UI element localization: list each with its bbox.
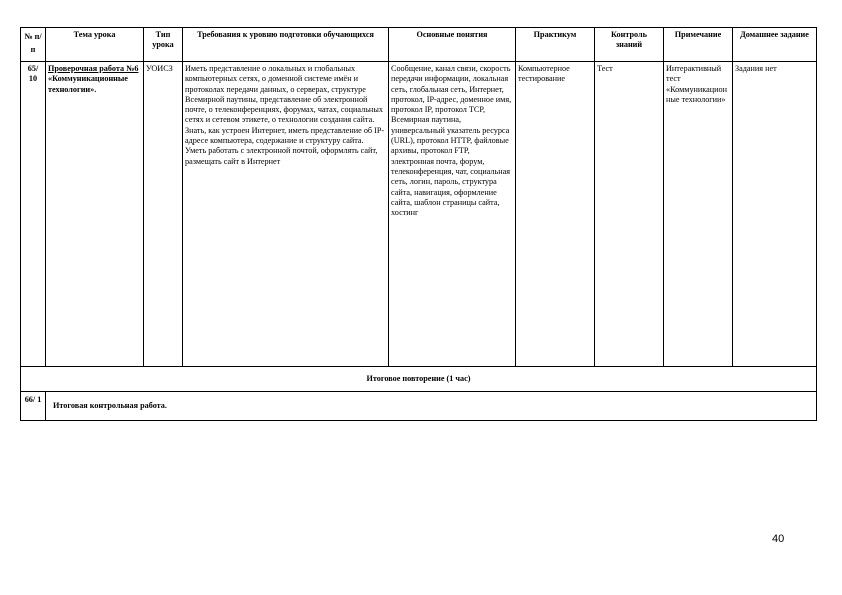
table-header-row (21, 28, 817, 62)
topic-subtitle: «Коммуникационные технологии». (48, 74, 128, 94)
topic-title: Проверочная работа №6 (48, 64, 139, 73)
section-row (21, 367, 817, 392)
final-row-title: Итоговая контрольная работа. (46, 392, 817, 421)
header-practicum: Практикум (516, 28, 595, 62)
table-row (21, 392, 817, 421)
row-practicum: Компьютерное тестирование (516, 62, 595, 367)
row-control: Тест (595, 62, 664, 367)
header-number: № п/п (21, 28, 46, 62)
row-concepts: Сообщение, канал связи, скорость передачи информации, локальная сеть, глобальная сеть, Интернет, протокол, IP-адрес, доменное имя, протокол IP, протокол TCP, Всемирная паутина, универсальный указатель ресурса (URL), протокол HTTP, файловые архивы, протокол FTP, электронная почта, форум, телеконференция, чат, социальная сеть, логин, пароль, структура сайта, навигация, оформление сайта, шаблон страницы сайта, хостинг (389, 62, 516, 367)
header-concepts: Основные понятия (389, 28, 516, 62)
header-note: Примечание (664, 28, 733, 62)
row-number: 65/ 10 (21, 62, 46, 367)
section-title: Итоговое повторение (1 час) (21, 367, 817, 392)
page-number: 40 (772, 533, 785, 545)
row-requirements: Иметь представление о локальных и глобальных компьютерных сетях, о доменной системе имён и протоколах передачи данных, о серверах, структуре Всемирной паутины, представление об электронной почте, о телеконференциях, форумах, чатах, социальных сетях и сетевом этикете, о технологии создания сайта. Знать, как устроен Интернет, иметь представление об IP-адресе компьютера, содержание и структуру сайта. Уметь работать с электронной почтой, оформлять сайт, размещать сайт в Интернет (183, 62, 389, 367)
row-topic (46, 62, 144, 367)
lesson-plan-table (20, 27, 817, 421)
row-homework: Задания нет (733, 62, 817, 367)
final-row-number: 66/ 1 (21, 392, 46, 421)
row-note: Интерактивный тест «Коммуникационные технологии» (664, 62, 733, 367)
header-type: Тип урока (144, 28, 183, 62)
header-topic: Тема урока (46, 28, 144, 62)
header-requirements: Требования к уровню подготовки обучающихся (183, 28, 389, 62)
header-control: Контроль знаний (595, 28, 664, 62)
table-row (21, 62, 817, 367)
row-type: УОИСЗ (144, 62, 183, 367)
header-homework: Домашнее задание (733, 28, 817, 62)
